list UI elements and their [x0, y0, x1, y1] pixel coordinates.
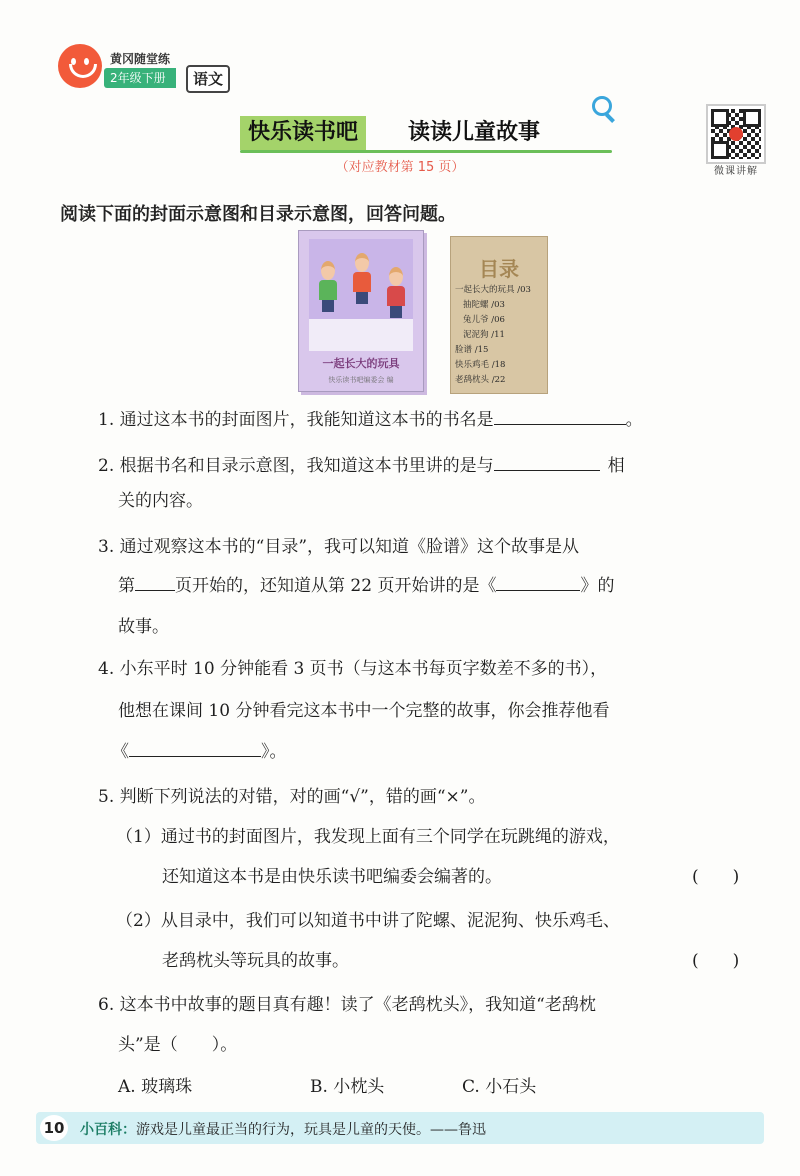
answer-blank[interactable] [494, 408, 626, 425]
instruction: 阅读下面的封面示意图和目录示意图，回答问题。 [60, 204, 456, 225]
title-underline [240, 150, 612, 153]
toc-item: 兔儿爷 /06 [463, 315, 505, 325]
toc-heading: 目录 [479, 257, 519, 281]
cover-title: 一起长大的玩具 [322, 357, 400, 370]
question-5-statement-1: （1）通过书的封面图片，我发现上面有三个同学在玩跳绳的游戏， [116, 827, 620, 847]
option-b[interactable]: B. 小枕头 [310, 1077, 385, 1097]
toc-item: 一起长大的玩具 /03 [455, 285, 531, 295]
question-6-cont: 头”是（ ）。 [118, 1035, 238, 1055]
qr-label: 微课讲解 [714, 166, 758, 177]
smiley-icon [58, 44, 102, 88]
page-title [240, 112, 612, 152]
question-3-cont: 第 页开始的，还知道从第 22 页开始讲的是《 》的 [118, 576, 615, 596]
question-4-end: 《 》。 [112, 742, 287, 762]
answer-parentheses[interactable]: ( ) [692, 867, 740, 887]
qr-code-icon[interactable] [706, 104, 766, 164]
answer-blank[interactable] [496, 574, 580, 591]
toc-item: 老鸹枕头 /22 [455, 375, 506, 385]
child-figure [319, 261, 337, 312]
answer-blank[interactable] [135, 574, 175, 591]
footer-text: 游戏是儿童最正当的行为，玩具是儿童的天使。——鲁迅 [136, 1122, 486, 1138]
footer-label: 小百科： [80, 1122, 136, 1138]
toc-item: 快乐鸡毛 /18 [455, 360, 506, 370]
magnifier-handle [605, 113, 615, 123]
footer-quote [80, 1119, 486, 1139]
question-5-statement-2-cont: 老鸹枕头等玩具的故事。 [162, 951, 349, 971]
option-c[interactable]: C. 小石头 [462, 1077, 537, 1097]
question-6: 6. 这本书中故事的题目真有趣！读了《老鸹枕头》，我知道“老鸹枕 [98, 995, 596, 1015]
title-right: 读读儿童故事 [408, 120, 541, 145]
child-figure [387, 267, 405, 318]
grade-label: 2年级下册 [104, 68, 176, 88]
option-a[interactable]: A. 玻璃珠 [118, 1077, 193, 1097]
question-2-cont: 关的内容。 [118, 491, 203, 511]
question-5: 5. 判断下列说法的对错，对的画“√”，错的画“×”。 [98, 787, 486, 807]
book-cover-image [298, 230, 424, 392]
question-3-end: 故事。 [118, 617, 169, 637]
subject-label: 语文 [186, 65, 230, 93]
question-1: 1. 通过这本书的封面图片，我能知道这本书的书名是 。 [98, 410, 643, 430]
answer-blank[interactable] [129, 740, 261, 757]
page-number: 10 [40, 1115, 68, 1141]
title-left: 快乐读书吧 [240, 116, 366, 150]
question-2: 2. 根据书名和目录示意图，我知道这本书里讲的是与 相 [98, 456, 625, 476]
toc-item: 泥泥狗 /11 [463, 330, 505, 340]
question-5-statement-1-cont: 还知道这本书是由快乐读书吧编委会编著的。 [162, 867, 502, 887]
question-4-cont: 他想在课间 10 分钟看完这本书中一个完整的故事，你会推荐他看 [118, 701, 610, 721]
question-3: 3. 通过观察这本书的“目录”，我可以知道《脸谱》这个故事是从 [98, 537, 580, 557]
magnifier-icon [592, 96, 612, 116]
answer-parentheses[interactable]: ( ) [692, 951, 740, 971]
question-5-statement-2: （2）从目录中，我们可以知道书中讲了陀螺、泥泥狗、快乐鸡毛、 [116, 911, 620, 931]
toc-item: 脸谱 /15 [455, 345, 489, 355]
toc-list [455, 283, 547, 388]
toc-item: 抽陀螺 /03 [463, 300, 505, 310]
answer-blank[interactable] [494, 454, 600, 471]
table-of-contents-image [450, 236, 548, 394]
cover-author: 快乐读书吧编委会 编 [328, 376, 394, 384]
child-figure [353, 253, 371, 304]
brand-badge [58, 44, 238, 94]
footer-bar [36, 1112, 764, 1144]
question-4: 4. 小东平时 10 分钟能看 3 页书（与这本书每页字数差不多的书）， [98, 659, 608, 679]
page-subtitle: （对应教材第 15 页） [335, 160, 465, 175]
brand-name: 黄冈随堂练 [110, 52, 171, 66]
